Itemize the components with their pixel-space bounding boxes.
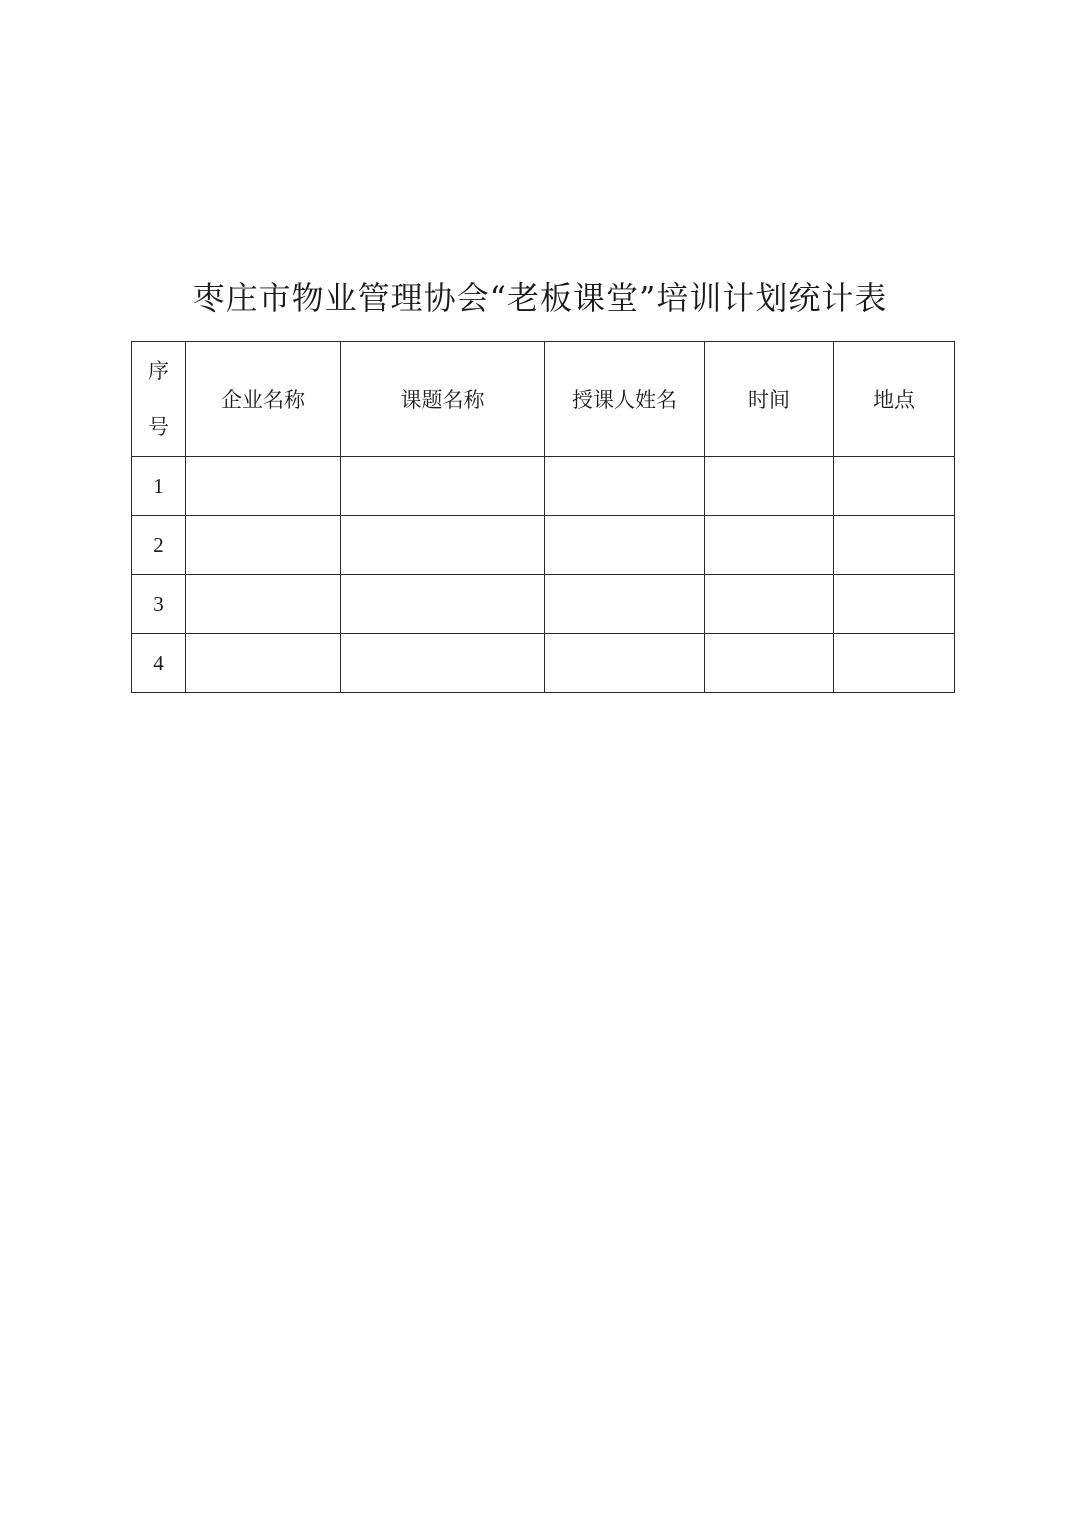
cell-time [705, 575, 834, 634]
header-location: 地点 [834, 342, 955, 457]
cell-seq: 3 [132, 575, 186, 634]
cell-location [834, 634, 955, 693]
cell-topic [341, 516, 545, 575]
cell-topic [341, 457, 545, 516]
cell-company [186, 575, 341, 634]
header-seq-line1: 序 [148, 359, 169, 383]
header-topic: 课题名称 [341, 342, 545, 457]
header-seq [132, 342, 186, 457]
cell-seq: 1 [132, 457, 186, 516]
cell-seq: 4 [132, 634, 186, 693]
cell-lecturer [545, 634, 705, 693]
cell-lecturer [545, 575, 705, 634]
cell-location [834, 516, 955, 575]
cell-company [186, 634, 341, 693]
header-time: 时间 [705, 342, 834, 457]
table-row [132, 516, 955, 575]
cell-seq: 2 [132, 516, 186, 575]
table-row [132, 575, 955, 634]
cell-lecturer [545, 516, 705, 575]
cell-time [705, 634, 834, 693]
header-seq-line2: 号 [148, 415, 169, 439]
header-company: 企业名称 [186, 342, 341, 457]
header-lecturer: 授课人姓名 [545, 342, 705, 457]
cell-location [834, 457, 955, 516]
table-row [132, 457, 955, 516]
cell-lecturer [545, 457, 705, 516]
table-row [132, 634, 955, 693]
cell-time [705, 457, 834, 516]
cell-location [834, 575, 955, 634]
training-plan-table [131, 341, 955, 693]
cell-topic [341, 634, 545, 693]
table-header-row [132, 342, 955, 457]
document-title: 枣庄市物业管理协会“老板课堂”培训计划统计表 [192, 279, 888, 317]
cell-topic [341, 575, 545, 634]
cell-company [186, 457, 341, 516]
cell-company [186, 516, 341, 575]
cell-time [705, 516, 834, 575]
